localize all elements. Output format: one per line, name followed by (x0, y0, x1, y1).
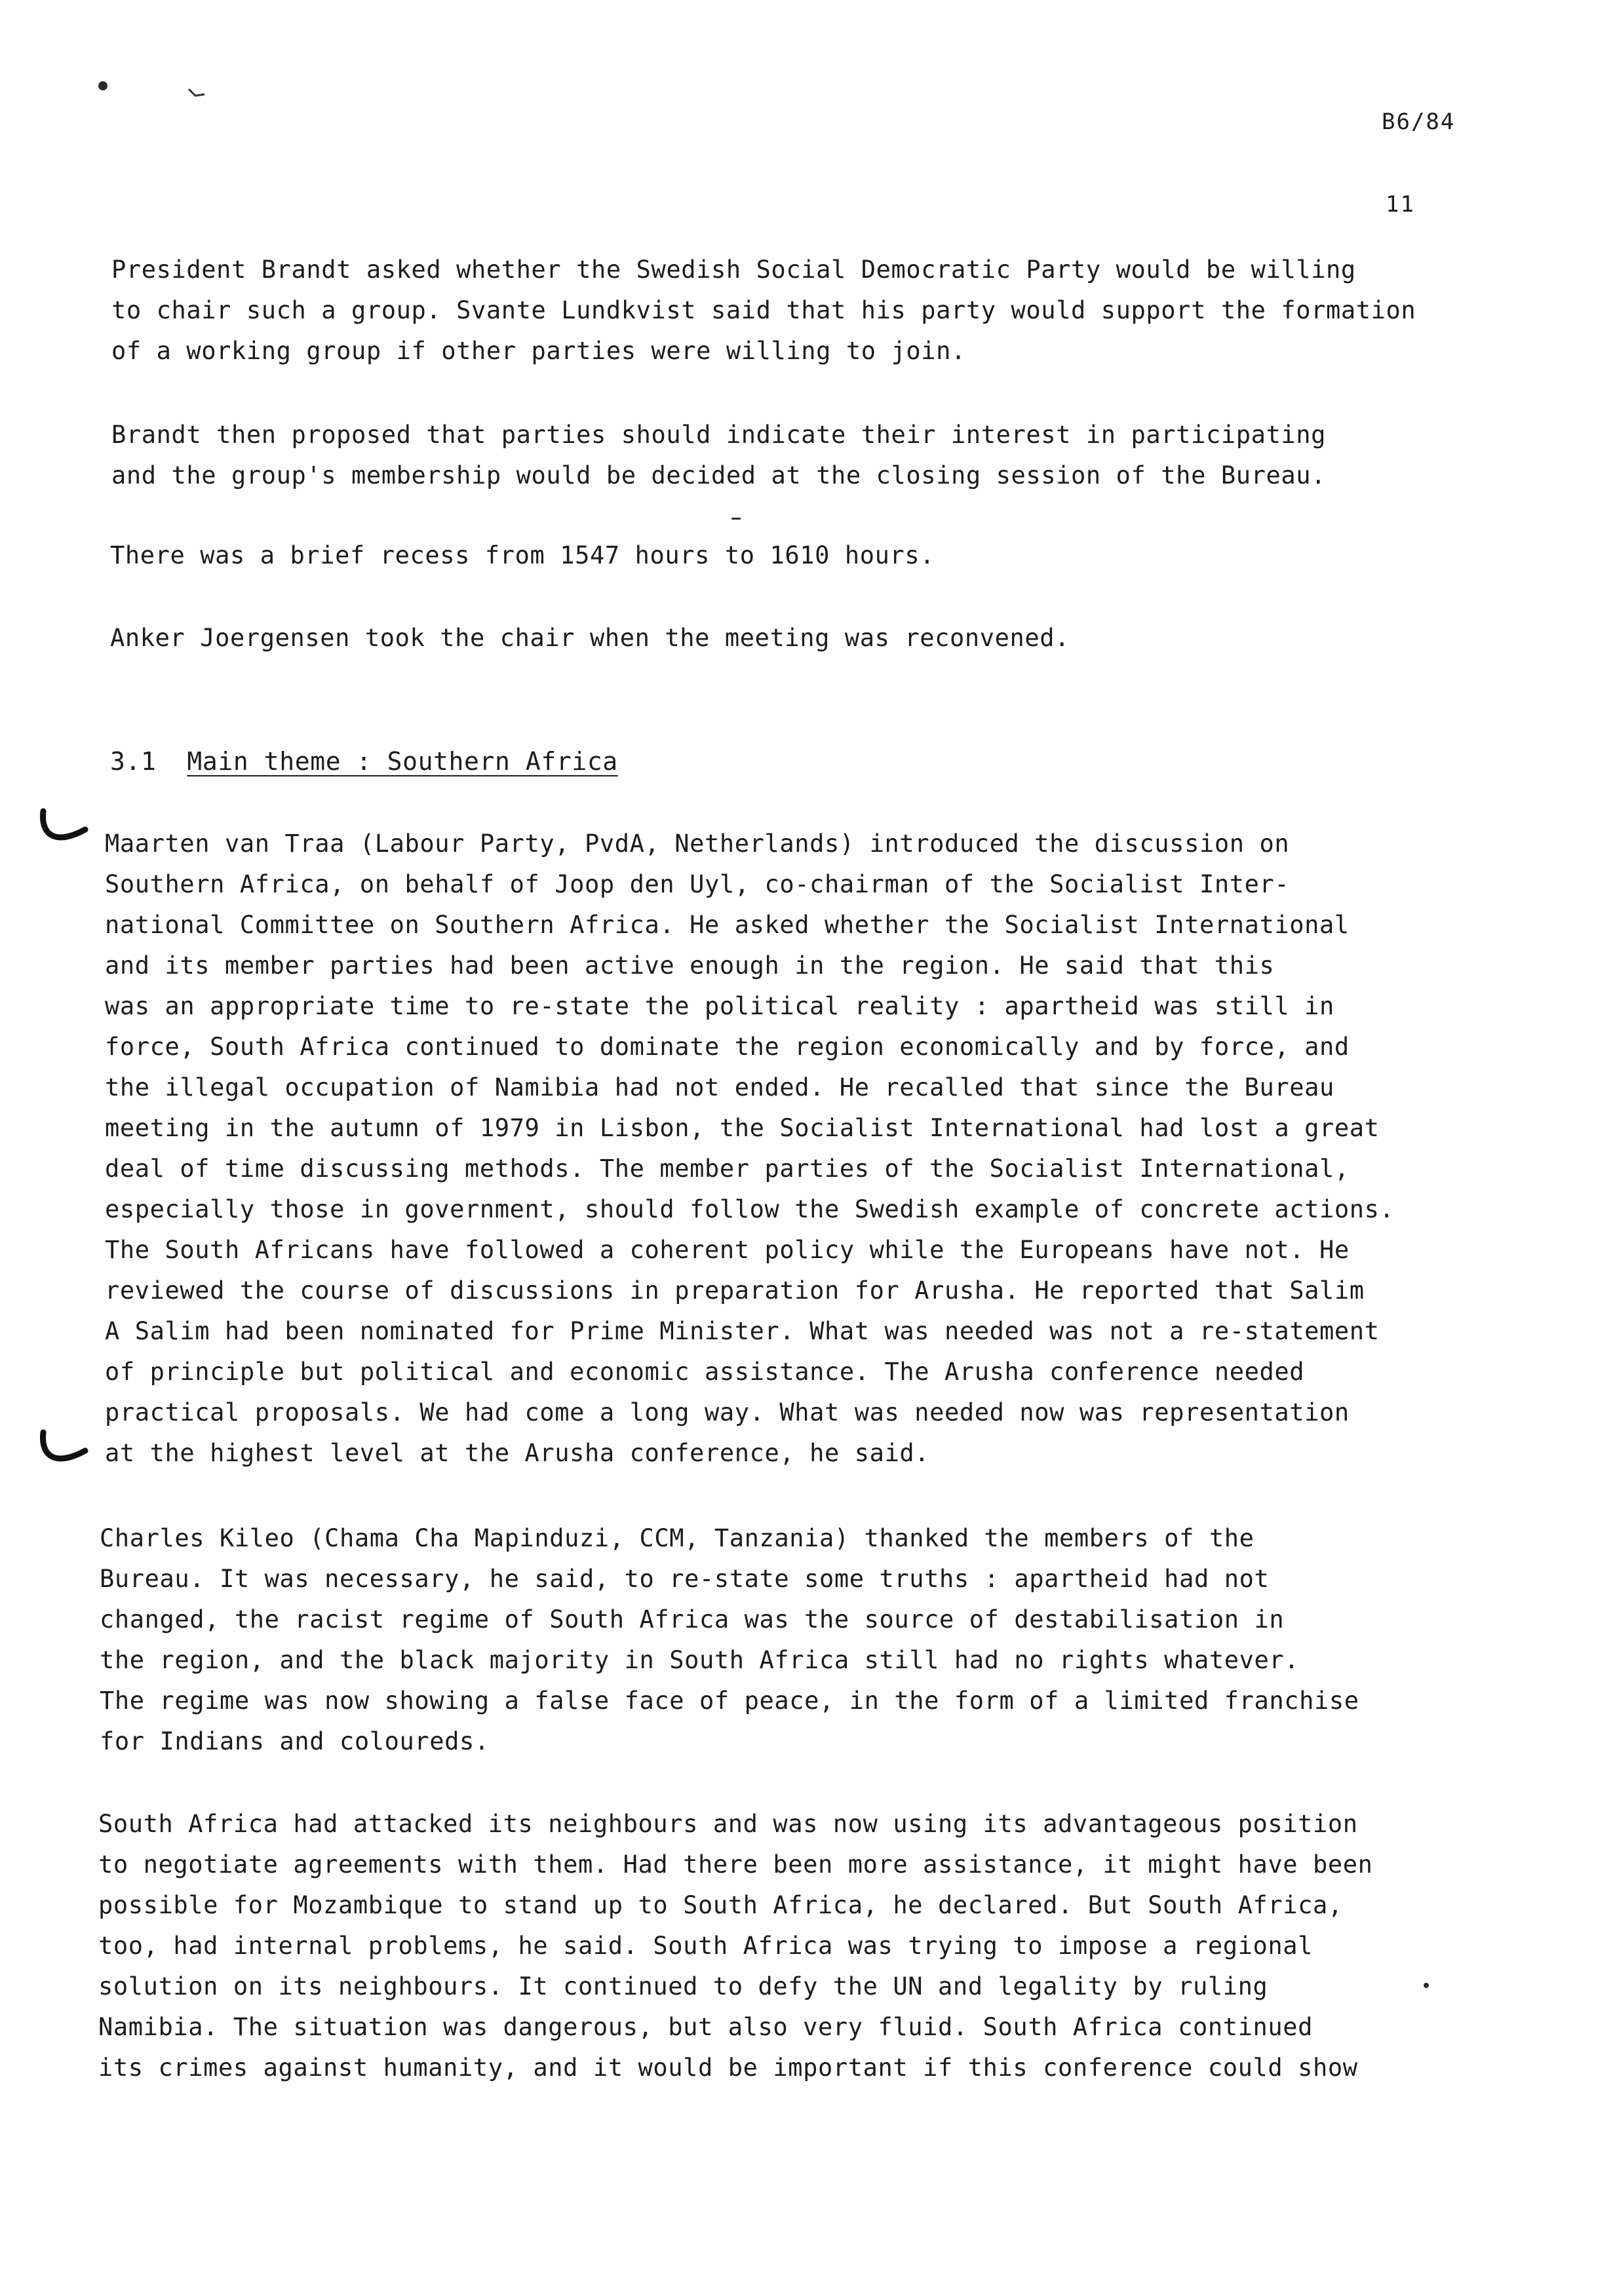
text-line: force, South Africa continued to dominate the region economically and by force, and (105, 1033, 1350, 1061)
text-line: of principle but political and economic assistance. The Arusha conference needed (105, 1358, 1305, 1386)
text-line: Namibia. The situation was dangerous, but also very fluid. South Africa continued (98, 2013, 1313, 2041)
margin-bracket-bottom (34, 1428, 93, 1474)
text-line: Charles Kileo (Chama Cha Mapinduzi, CCM, Tanzania) thanked the members of the (100, 1524, 1255, 1552)
paragraph-chair: Anker Joergensen took the chair when the meeting was reconvened. (110, 624, 1070, 652)
page-number: 11 (1386, 191, 1415, 218)
text-line: changed, the racist regime of South Africa was the source of destabilisation in (100, 1605, 1285, 1634)
text-line: The South Africans have followed a coherent policy while the Europeans have not. He (105, 1236, 1350, 1264)
text-line: the illegal occupation of Namibia had not ended. He recalled that since the Bureau (105, 1073, 1334, 1101)
text-line: A Salim had been nominated for Prime Minister. What was needed was not a re-statement (105, 1317, 1380, 1345)
text-line: and its member parties had been active enough in the region. He said that this (105, 951, 1275, 980)
document-reference: B6/84 (1382, 109, 1456, 135)
text-line: and the group's membership would be decided at the closing session of the Bureau. (111, 461, 1326, 489)
scan-speck (731, 518, 741, 520)
text-line: its crimes against humanity, and it would be important if this conference could show (98, 2054, 1358, 2082)
text-line: Bureau. It was necessary, he said, to re-state some truths : apartheid had not (100, 1565, 1270, 1593)
paragraph-recess: There was a brief recess from 1547 hours to 1610 hours. (110, 541, 935, 569)
text-line: national Committee on Southern Africa. He asked whether the Socialist International (105, 911, 1350, 939)
text-line: was an appropriate time to re-state the political reality : apartheid was still in (105, 992, 1334, 1020)
section-title: Main theme : Southern Africa (187, 747, 618, 776)
text-line: practical proposals. We had come a long way. What was needed now was representation (105, 1398, 1350, 1426)
text-line: solution on its neighbours. It continued to defy the UN and legality by ruling (98, 1972, 1268, 2000)
text-line: Maarten van Traa (Labour Party, PvdA, Netherlands) introduced the discussion on (105, 830, 1290, 858)
text-line: The regime was now showing a false face of peace, in the form of a limited franchise (100, 1687, 1359, 1715)
section-heading (110, 747, 618, 776)
text-line: especially those in government, should follow the Swedish example of concrete actions. (105, 1195, 1395, 1223)
scan-speck (1424, 1983, 1429, 1988)
text-line: reviewed the course of discussions in preparation for Arusha. He reported that Salim (105, 1276, 1365, 1305)
text-line: the region, and the black majority in South Africa still had no rights whatever. (100, 1646, 1300, 1674)
scan-speck (98, 81, 107, 90)
text-line: for Indians and coloureds. (100, 1727, 490, 1755)
section-number: 3.1 (110, 747, 157, 776)
text-line: too, had internal problems, he said. South Africa was trying to impose a regional (98, 1932, 1313, 1960)
text-line: to negotiate agreements with them. Had there been more assistance, it might have been (98, 1850, 1373, 1879)
text-line: meeting in the autumn of 1979 in Lisbon, the Socialist International had lost a great (105, 1114, 1380, 1142)
scan-mark (186, 83, 206, 102)
text-line: President Brandt asked whether the Swedish Social Democratic Party would be willing (111, 256, 1356, 284)
text-line: at the highest level at the Arusha conference, he said. (105, 1439, 930, 1467)
text-line: of a working group if other parties were willing to join. (111, 337, 966, 365)
text-line: Brandt then proposed that parties should indicate their interest in participating (111, 421, 1326, 449)
text-line: South Africa had attacked its neighbours and was now using its advantageous position (98, 1810, 1358, 1838)
text-line: possible for Mozambique to stand up to South Africa, he declared. But South Africa, (98, 1891, 1343, 1919)
text-line: Southern Africa, on behalf of Joop den Uyl, co-chairman of the Socialist Inter- (105, 870, 1290, 898)
text-line: deal of time discussing methods. The member parties of the Socialist International, (105, 1155, 1350, 1183)
margin-bracket-top (34, 807, 93, 853)
text-line: to chair such a group. Svante Lundkvist said that his party would support the formation (111, 296, 1416, 324)
